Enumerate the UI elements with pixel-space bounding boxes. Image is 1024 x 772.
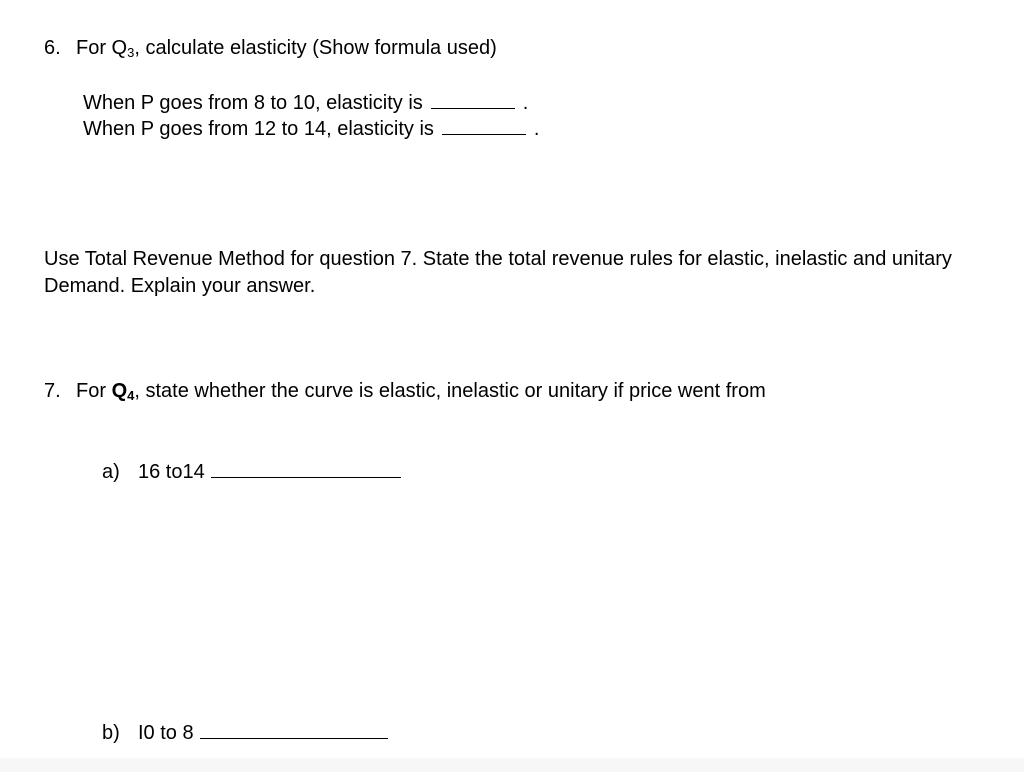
- question-7-item-a: [102, 460, 401, 482]
- question-7-text-post: , state whether the curve is elastic, inelastic or unitary if price went from: [134, 380, 766, 402]
- answer-blank-7a[interactable]: [211, 460, 401, 478]
- answer-blank-6-1[interactable]: [431, 91, 515, 109]
- question-7-q-bold: Q: [111, 380, 128, 402]
- question-6-line-2-period: .: [533, 118, 540, 140]
- instructions-paragraph: Use Total Revenue Method for question 7. State the total revenue rules for elastic, inelastic and unitary Demand. Explain your answer.: [44, 248, 952, 297]
- item-a-text: 16 to14: [138, 461, 205, 483]
- question-6-number: 6.: [44, 37, 61, 59]
- question-6-line-2: [83, 117, 539, 139]
- answer-blank-6-2[interactable]: [442, 117, 526, 135]
- question-6-subscript: 3: [127, 45, 135, 60]
- question-7-number: 7.: [44, 380, 61, 402]
- question-6-heading: [44, 38, 497, 59]
- question-7-item-b: [102, 721, 388, 743]
- question-7-subscript: 4: [127, 388, 135, 403]
- question-6-text-pre: For Q: [76, 37, 128, 59]
- question-6-line-1: [83, 91, 528, 113]
- answer-blank-7b[interactable]: [200, 721, 388, 739]
- question-7-text-pre: For: [76, 380, 112, 402]
- item-b-text: I0 to 8: [138, 722, 194, 744]
- question-6-line-2-text: When P goes from 12 to 14, elasticity is: [83, 118, 434, 140]
- item-a-label: a): [102, 461, 120, 483]
- question-6-line-1-period: .: [522, 92, 529, 114]
- item-b-label: b): [102, 722, 120, 744]
- question-7-heading: [44, 381, 766, 402]
- question-6-text-post: , calculate elasticity (Show formula used): [134, 37, 497, 59]
- question-6-line-1-text: When P goes from 8 to 10, elasticity is: [83, 92, 423, 114]
- page-bottom-edge: [0, 758, 1024, 772]
